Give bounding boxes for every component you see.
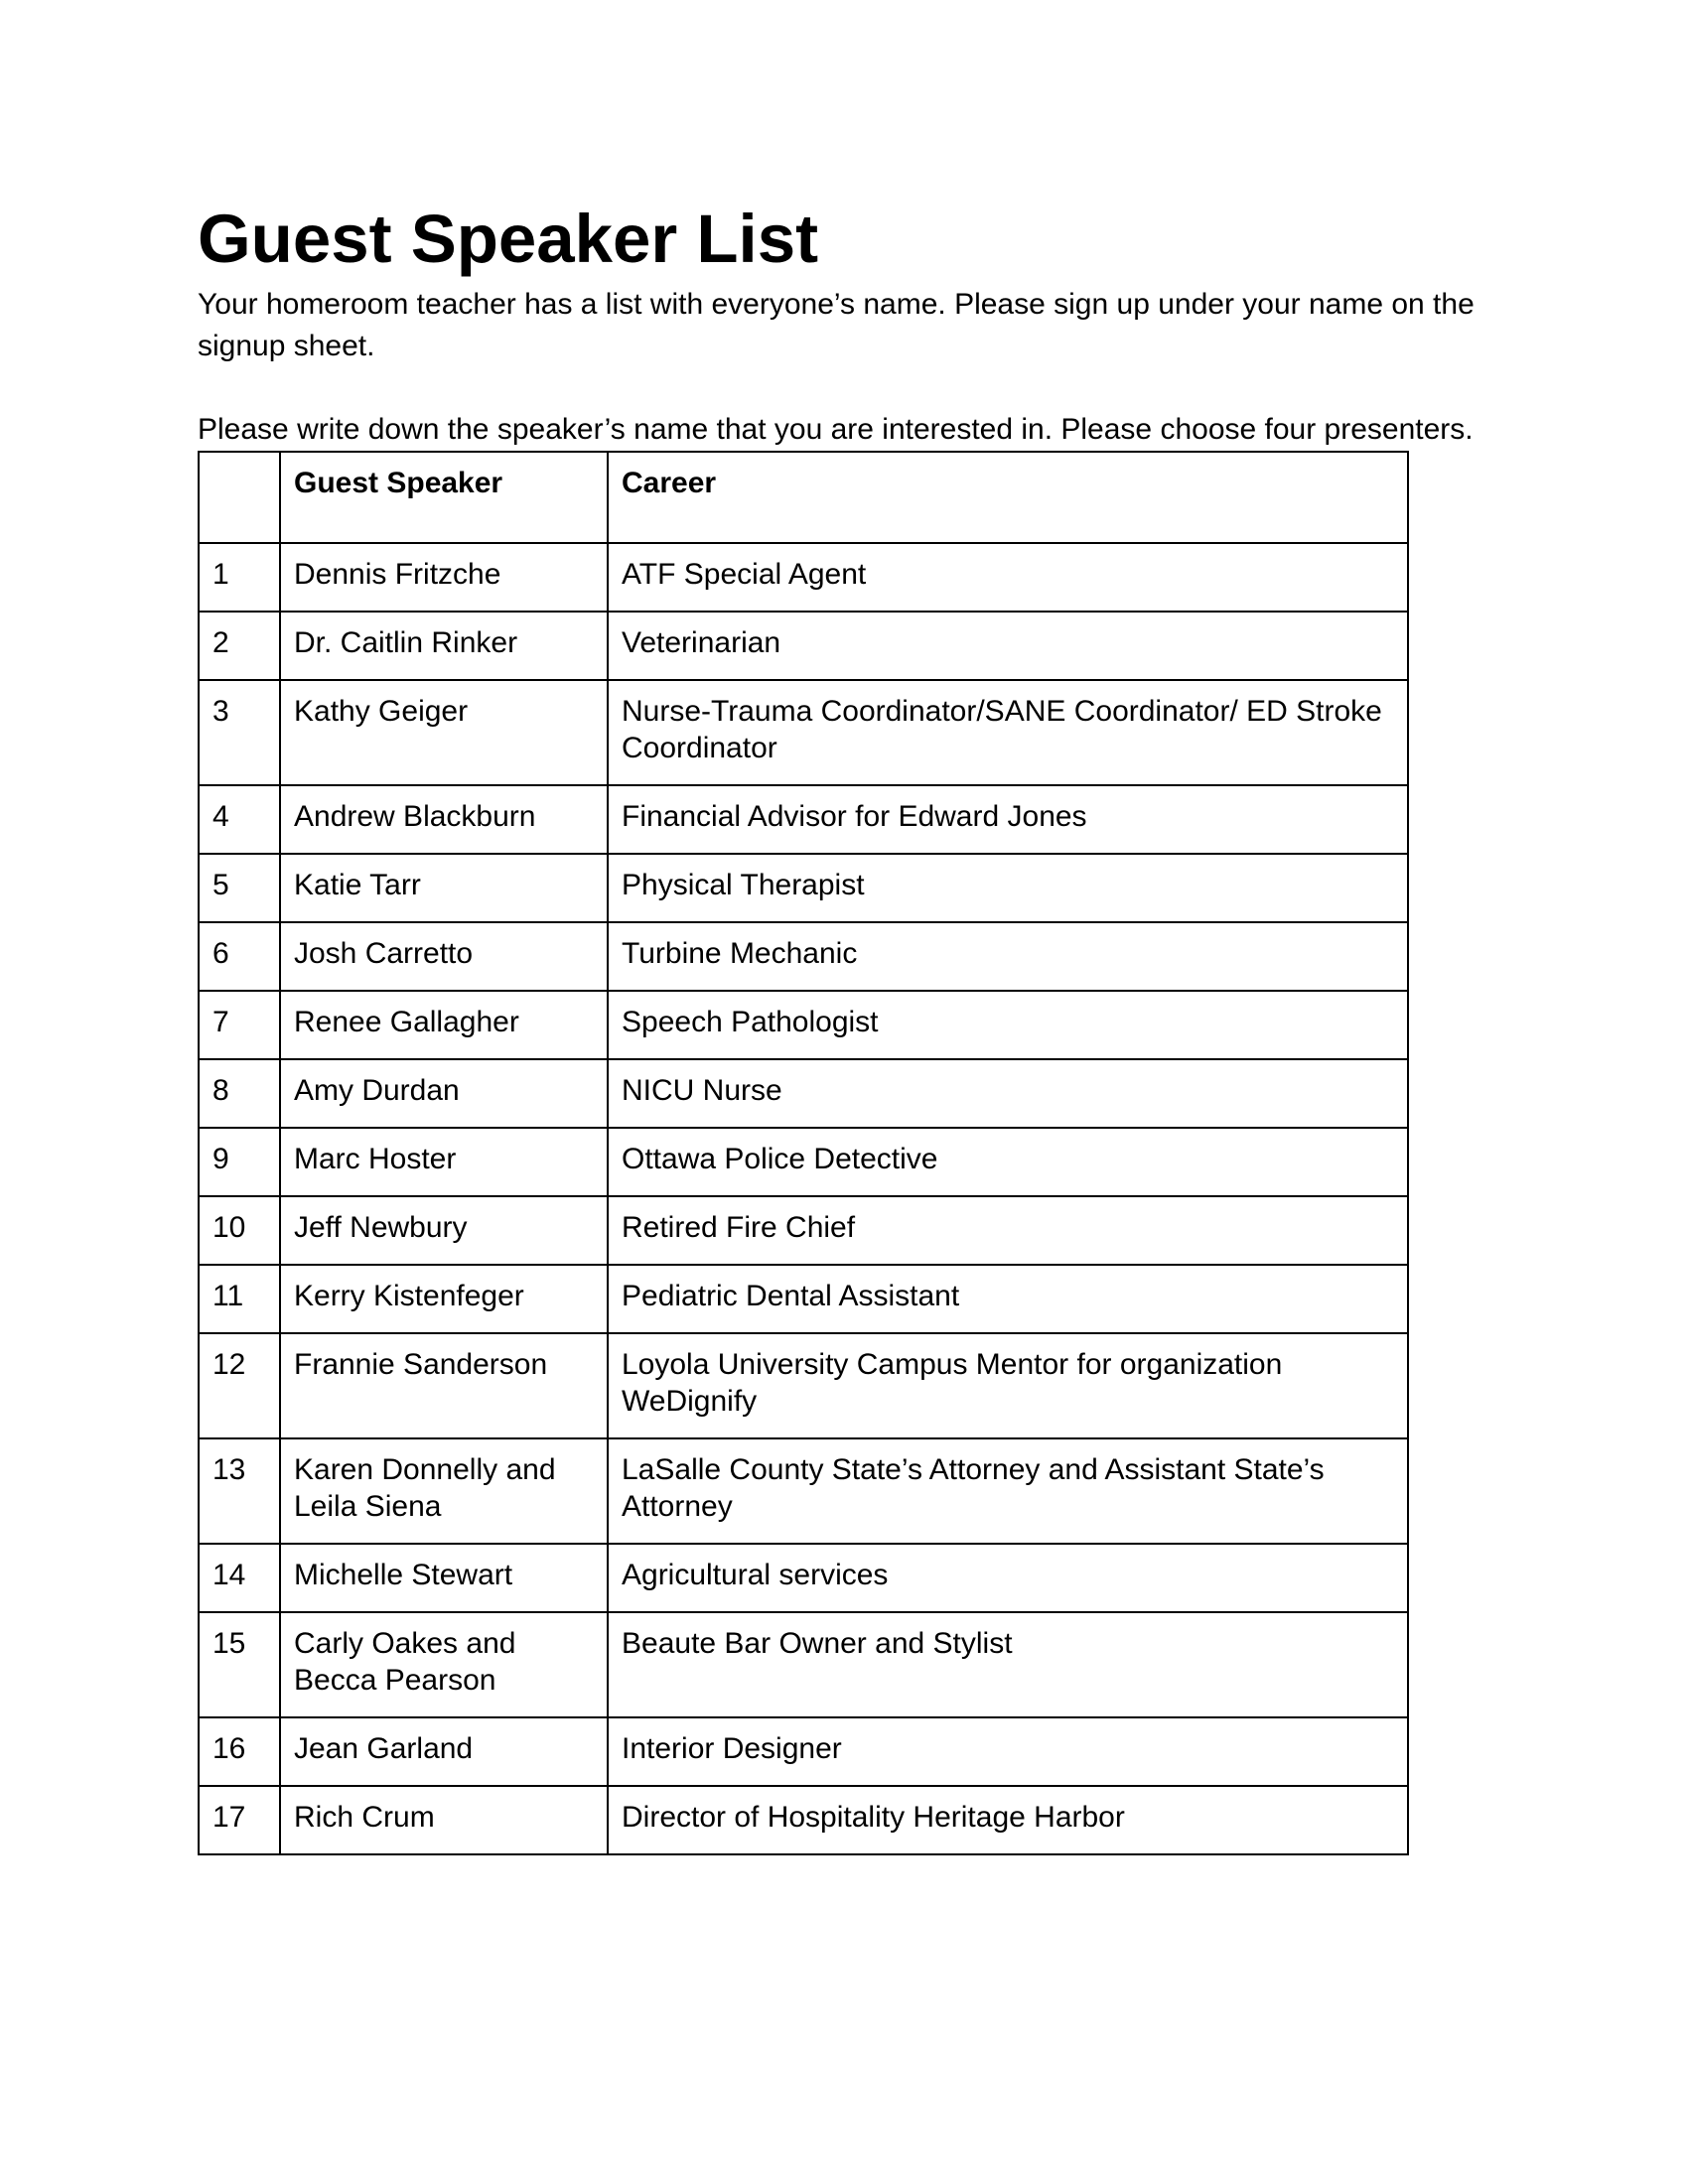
document-page [198, 195, 1488, 1855]
row-number: 9 [199, 1128, 280, 1196]
instructions-paragraph-1: Your homeroom teacher has a list with everyone’s name. Please sign up under your name on the signup sheet. [198, 288, 1475, 362]
row-career: Beaute Bar Owner and Stylist [608, 1612, 1408, 1717]
row-speaker: Marc Hoster [280, 1128, 608, 1196]
table-row [199, 612, 1408, 680]
row-career: Speech Pathologist [608, 991, 1408, 1059]
row-career: Director of Hospitality Heritage Harbor [608, 1786, 1408, 1854]
instructions-paragraph-2: Please write down the speaker’s name that you are interested in. Please choose four presenters. [198, 413, 1474, 446]
table-row [199, 785, 1408, 854]
table-row [199, 1438, 1408, 1544]
table-row [199, 1265, 1408, 1333]
header-career: Career [608, 452, 1408, 543]
row-number: 2 [199, 612, 280, 680]
table-row [199, 922, 1408, 991]
table-row [199, 1333, 1408, 1438]
row-career: ATF Special Agent [608, 543, 1408, 612]
row-number: 12 [199, 1333, 280, 1438]
table-row [199, 991, 1408, 1059]
row-number: 5 [199, 854, 280, 922]
row-speaker: Carly Oakes and Becca Pearson [280, 1612, 608, 1717]
row-speaker: Frannie Sanderson [280, 1333, 608, 1438]
row-number: 15 [199, 1612, 280, 1717]
table-row [199, 1786, 1408, 1854]
row-career: Ottawa Police Detective [608, 1128, 1408, 1196]
table-row [199, 543, 1408, 612]
row-number: 14 [199, 1544, 280, 1612]
row-speaker: Jeff Newbury [280, 1196, 608, 1265]
row-career: NICU Nurse [608, 1059, 1408, 1128]
row-speaker: Dr. Caitlin Rinker [280, 612, 608, 680]
row-number: 6 [199, 922, 280, 991]
row-speaker: Michelle Stewart [280, 1544, 608, 1612]
table-row [199, 1717, 1408, 1786]
row-career: LaSalle County State’s Attorney and Assistant State’s Attorney [608, 1438, 1408, 1544]
row-career: Financial Advisor for Edward Jones [608, 785, 1408, 854]
table-row [199, 680, 1408, 785]
row-speaker: Karen Donnelly and Leila Siena [280, 1438, 608, 1544]
row-career: Loyola University Campus Mentor for organization WeDignify [608, 1333, 1408, 1438]
speaker-table [198, 451, 1409, 1855]
table-row [199, 1196, 1408, 1265]
row-speaker: Dennis Fritzche [280, 543, 608, 612]
row-career: Turbine Mechanic [608, 922, 1408, 991]
row-speaker: Kerry Kistenfeger [280, 1265, 608, 1333]
row-number: 3 [199, 680, 280, 785]
row-speaker: Andrew Blackburn [280, 785, 608, 854]
row-number: 8 [199, 1059, 280, 1128]
row-career: Nurse-Trauma Coordinator/SANE Coordinator/ ED Stroke Coordinator [608, 680, 1408, 785]
table-row [199, 1544, 1408, 1612]
row-number: 1 [199, 543, 280, 612]
row-speaker: Kathy Geiger [280, 680, 608, 785]
table-row [199, 1612, 1408, 1717]
table-header-row [199, 452, 1408, 543]
row-number: 13 [199, 1438, 280, 1544]
header-guest-speaker: Guest Speaker [280, 452, 608, 543]
row-career: Physical Therapist [608, 854, 1408, 922]
row-number: 11 [199, 1265, 280, 1333]
row-speaker: Renee Gallagher [280, 991, 608, 1059]
header-number [199, 452, 280, 543]
row-career: Retired Fire Chief [608, 1196, 1408, 1265]
row-number: 10 [199, 1196, 280, 1265]
row-number: 7 [199, 991, 280, 1059]
table-row [199, 1128, 1408, 1196]
table-row [199, 1059, 1408, 1128]
row-number: 4 [199, 785, 280, 854]
row-number: 16 [199, 1717, 280, 1786]
row-number: 17 [199, 1786, 280, 1854]
row-career: Veterinarian [608, 612, 1408, 680]
row-speaker: Josh Carretto [280, 922, 608, 991]
table-row [199, 854, 1408, 922]
row-career: Interior Designer [608, 1717, 1408, 1786]
page-title: Guest Speaker List [198, 201, 819, 277]
row-speaker: Rich Crum [280, 1786, 608, 1854]
row-career: Agricultural services [608, 1544, 1408, 1612]
row-speaker: Katie Tarr [280, 854, 608, 922]
row-speaker: Jean Garland [280, 1717, 608, 1786]
row-speaker: Amy Durdan [280, 1059, 608, 1128]
row-career: Pediatric Dental Assistant [608, 1265, 1408, 1333]
